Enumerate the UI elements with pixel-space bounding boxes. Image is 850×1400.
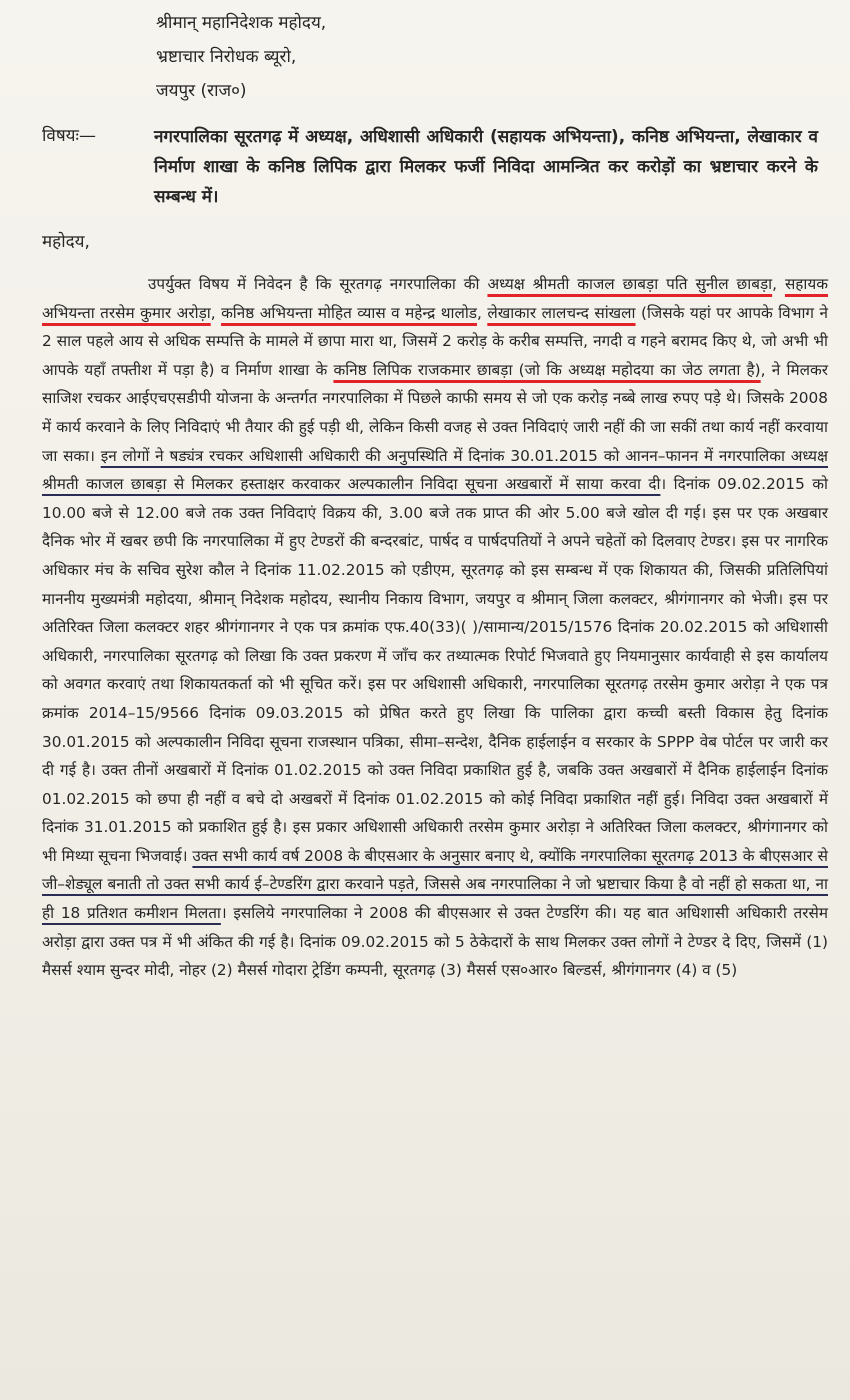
letter-body-paragraph [42,270,828,985]
body-segment: , [772,275,785,293]
ink-underlined-passage: उक्त सभी कार्य वर्ष 2008 के बीएसआर के अनुसार बनाए थे, क्योंकि नगरपालिका सूरतगढ़ 2013 के बीएसआर से जी–शेड्यूल बनाती तो उक्त सभी कार्य ई–टेण्डरिंग द्वारा करवाने पड़ते, जिससे अब नगरपालिका ने जो भ्रष्टाचार किया है वो नहीं हो सकता था, ना ही 18 प्रतिशत कमीशन मिलता [42,846,828,923]
red-underlined-name: कनिष्ठ लिपिक राजकमार छाबड़ा (जो कि अध्यक्ष महोदया का जेठ लगता है) [333,360,761,379]
subject-label: विषयः— [42,126,96,146]
red-underlined-name: कनिष्ठ अभियन्ता मोहित व्यास व महेन्द्र थालोड [221,303,477,322]
body-segment: , ने मिलकर साजिश रचकर आईएचएसडीपी योजना के अन्तर्गत नगरपालिका में पिछले काफी समय से जो एक करोड़ नब्बे लाख रुपए पड़े थे। जिसके 2008 में कार्य करवाने के लिए निविदाएं भी तैयार की हुई पड़ी थी, लेकिन किसी वजह से उक्त निविदाएं जारी नहीं की जा सकीं तथा कार्य नहीं करवाया जा सका। [42,360,829,465]
body-segment: उपर्युक्त विषय में निवेदन है कि सूरतगढ़ नगरपालिका की [148,275,488,293]
ink-underlined-passage: इन लोगों ने षड्यंत्र रचकर अधिशासी अधिकारी की अनुपस्थिति में दिनांक 30.01.2015 को आनन–फानन में नगरपालिका अध्यक्ष श्रीमती काजल छाबड़ा से मिलकर हस्ताक्षर करवाकर अल्पकालीन निविदा सूचना अखबारों में साया करवा दी [42,446,828,494]
body-segment: । दिनांक 09.02.2015 को 10.00 बजे से 12.00 बजे तक उक्त निविदाएं विक्रय की, 3.00 बजे तक प्राप्त की ओर 5.00 बजे खोल दी गई। इस पर एक अखबार दैनिक भोर में खबर छपी कि नगरपालिका में हुए टेण्डरों की बन्दरबांट, पार्षद व पार्षदपतियों ने अपने चहेतों को दिलवाए टेण्डर। इस पर नागरिक अधिकार मंच के सचिव सुरेश कौल ने दिनांक 11.02.2015 को एडीएम, सूरतगढ़ को इस सम्बन्ध में एक शिकायत की, जिसकी प्रतिलिपियां माननीय मुख्यमंत्री महोदया, श्रीमान् निदेशक महोदय, स्थानीय निकाय विभाग, जयपुर व श्रीमान् जिला कलक्टर, श्रीगंगानगर को भेजी। इस पर अतिरिक्त जिला कलक्टर शहर श्रीगंगानगर ने एक पत्र क्रमांक एफ.40(33)( )/सामान्य/2015/1576 दिनांक 20.02.2015 को अधिशासी अधिकारी, नगरपालिका सूरतगढ़ को लिखा कि उक्त प्रकरण में जाँच कर तथ्यात्मक रिपोर्ट भिजवाते हुए नियमानुसार कार्यवाही से इस कार्यालय को अवगत करवाएं तथा शिकायतकर्ता को भी सूचित करें। इस पर अधिशासी अधिकारी, नगरपालिका सूरतगढ़ तरसेम कुमार अरोड़ा ने एक पत्र क्रमांक 2014–15/9566 दिनांक 09.03.2015 को प्रेषित करते हुए लिखा कि पालिका द्वारा कच्ची बस्ती विकास हेतु दिनांक 30.01.2015 को अल्पकालीन निविदा सूचना राजस्थान पत्रिका, सीमा–सन्देश, दैनिक हाईलाईन व सरकार के SPPP वेब पोर्टल पर जारी कर दी गई है। उक्त तीनों अखबारों में दिनांक 01.02.2015 को उक्त निविदा प्रकाशित हुई है, जबकि उक्त अखबारों में दैनिक हाईलाईन दिनांक 01.02.2015 को छपा ही नहीं व बचे दो अखबरों में दिनांक 01.02.2015 को कोई निविदा प्रकाशित नहीं हुई। निविदा उक्त अखबारों में दिनांक 31.01.2015 को प्रकाशित हुई है। इस प्रकार अधिशासी अधिकारी तरसेम कुमार अरोड़ा ने अतिरिक्त जिला कलक्टर, श्रीगंगानगर को भी मिथ्या सूचना भिजवाई। [42,475,828,865]
address-line-2: भ्रष्टाचार निरोधक ब्यूरो, [156,47,297,67]
body-segment: , [476,303,488,322]
subject-text: नगरपालिका सूरतगढ़ में अध्यक्ष, अधिशासी अधिकारी (सहायक अभियन्ता), कनिष्ठ अभियन्ता, लेखाकार व निर्माण शाखा के कनिष्ठ लिपिक द्वारा मिलकर फर्जी निविदा आमन्त्रित कर करोड़ों का भ्रष्टाचार करने के सम्बन्ध में। [154,127,818,207]
recipient-address [156,6,326,108]
red-underlined-name: सहायक अभियन्ता तरसेम कुमार अरोड़ा [42,275,828,322]
body-segment: (जिसके यहां पर आपके विभाग ने 2 साल पहले आय से अधिक सम्पत्ति के मामले में छापा मारा था, जिसमें 2 करोड़ के करीब सम्पत्ति, नगदी व गहने बरामद किए थे, जो अभी भी आपके यहाँ तफ्तीश में पड़ा है) व निर्माण शाखा के [42,303,828,379]
salutation: महोदय, [42,232,90,252]
body-segment: । इसलिये नगरपालिका ने 2008 की बीएसआर से उक्त टेण्डरिंग की। यह बात अधिशासी अधिकारी तरसेम अरोड़ा द्वारा उक्त पत्र में भी अंकित की गई है। दिनांक 09.02.2015 को 5 ठेकेदारों के साथ मिलकर उक्त लोगों ने टेण्डर दे दिए, जिसमें (1) मैसर्स श्याम सुन्दर मोदी, नोहर (2) मैसर्स गोदारा ट्रेडिंग कम्पनी, सूरतगढ़ (3) मैसर्स एस०आर० बिल्डर्स, श्रीगंगानगर (4) व (5) [42,904,828,980]
body-segment: , [210,303,222,322]
address-line-3: जयपुर (राज०) [156,81,247,101]
address-line-1: श्रीमान् महानिदेशक महोदय, [156,13,327,33]
red-underlined-name: अध्यक्ष श्रीमती काजल छाबड़ा पति सुनील छाबड़ा [487,275,773,293]
red-underlined-name: लेखाकार लालचन्द सांखला [487,303,636,322]
